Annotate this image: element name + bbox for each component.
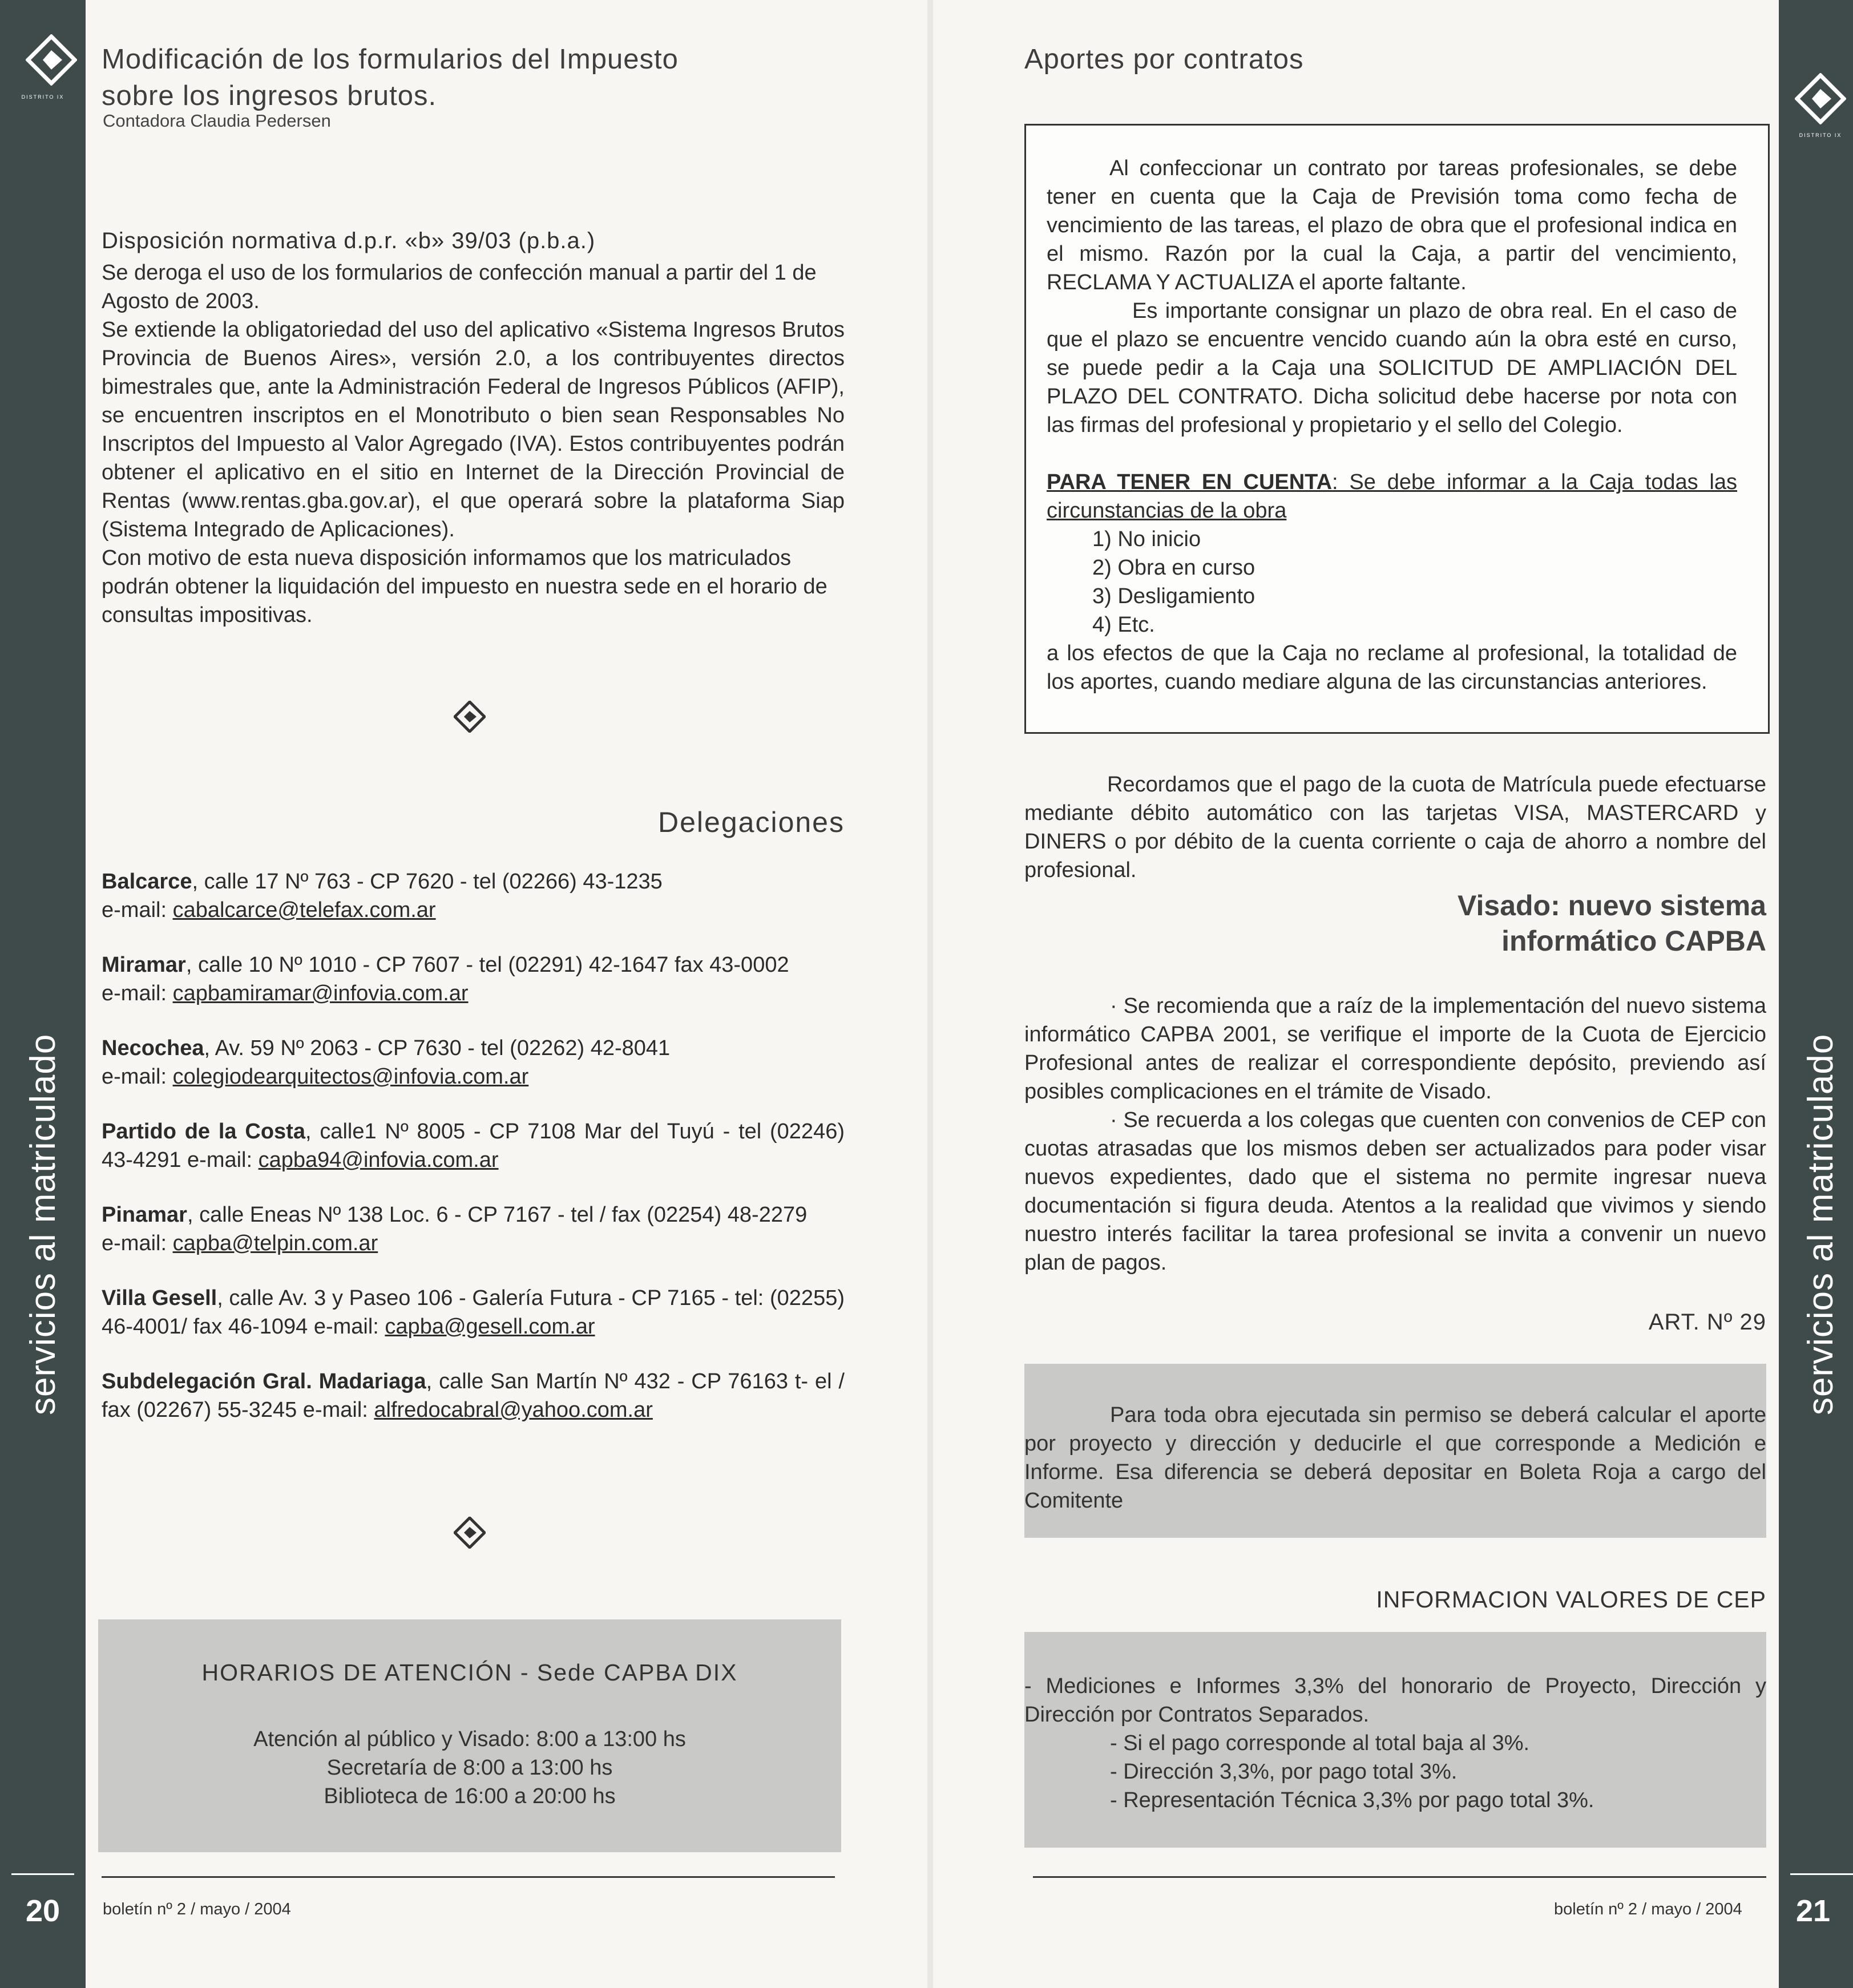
cep-line: - Representación Técnica 3,3% por pago total 3%. — [1110, 1788, 1594, 1812]
cep-line: - Mediciones e Informes 3,3% del honorario de Proyecto, Dirección y Dirección por Contratos Separados. — [1024, 1674, 1766, 1727]
delegacion-email-link[interactable]: alfredocabral@yahoo.com.ar — [374, 1398, 653, 1422]
list-item: 2) Obra en curso — [1092, 556, 1255, 580]
footer-rule — [1033, 1876, 1766, 1878]
cep-box — [1024, 1632, 1766, 1848]
delegacion-item — [102, 951, 845, 1008]
delegaciones-list — [102, 867, 845, 1450]
capba-logo-icon — [26, 34, 77, 86]
footer-text: boletín nº 2 / mayo / 2004 — [103, 1900, 291, 1918]
visado-heading — [1367, 888, 1766, 959]
delegacion-email-link[interactable]: capba94@infovia.com.ar — [258, 1148, 499, 1172]
delegacion-item — [102, 1201, 845, 1258]
aportes-paragraph: a los efectos de que la Caja no reclame al profesional, la totalidad de los aportes, cuando mediare alguna de las circunstancias anteriores. — [1047, 641, 1737, 694]
art29-heading: ART. Nº 29 — [1648, 1310, 1766, 1335]
delegaciones-heading: Delegaciones — [658, 806, 845, 838]
visado-heading-line: Visado: nuevo sistema — [1458, 890, 1766, 922]
cep-line: - Si el pago corresponde al total baja al 3%. — [1110, 1731, 1530, 1755]
article-paragraph: Se extiende la obligatoriedad del uso del aplicativo «Sistema Ingresos Brutos Provincia de Buenos Aires», versión 2.0, a los contribuyentes directos bimestrales que, ante la Administración Federal de Ingresos Públicos (AFIP), se encuentren inscriptos en el Monotributo o bien sean Responsables No Inscriptos del Impuesto al Valor Agregado (IVA). Estos contribuyentes podrán obtener el aplicativo en el sitio en Internet de la Dirección Provincial de Rentas (www.rentas.gba.gov.ar), el que operará sobre la plataforma Siap (Sistema Integrado de Aplicaciones). — [102, 318, 845, 542]
footer-text: boletín nº 2 / mayo / 2004 — [1554, 1900, 1742, 1918]
sidebar-divider — [1790, 1873, 1853, 1875]
delegacion-item — [102, 1034, 845, 1091]
list-item: 4) Etc. — [1092, 613, 1155, 637]
article-subtitle: Disposición normativa d.p.r. «b» 39/03 (p.b.a.) — [102, 228, 596, 253]
delegacion-item — [102, 1117, 845, 1174]
capba-logo-icon — [1795, 73, 1846, 124]
ornament-icon — [454, 701, 486, 733]
article-body — [102, 258, 845, 629]
page-number: 20 — [26, 1894, 60, 1928]
ornament-icon — [454, 1517, 486, 1549]
email-label: e-mail: — [102, 1231, 173, 1255]
right-page — [933, 0, 1853, 1988]
sidebar-divider — [11, 1873, 74, 1875]
article-title-line2: sobre los ingresos brutos. — [102, 80, 437, 111]
delegacion-item — [102, 1284, 845, 1341]
email-label: e-mail: — [102, 981, 173, 1005]
footer-rule — [102, 1876, 835, 1878]
visado-paragraph: · Se recomienda que a raíz de la implementación del nuevo sistema informático CAPBA 2001, se verifique el importe de la Cuota de Ejercicio Profesional antes de realizar el correspondiente depósito, previendo así posibles complicaciones en el trámite de Visado. — [1024, 994, 1766, 1104]
delegacion-address: , calle 17 Nº 763 - CP 7620 - tel (02266) 43-1235 — [192, 870, 663, 894]
article-title — [102, 41, 843, 114]
delegacion-name: Villa Gesell — [102, 1286, 217, 1310]
delegacion-email-link[interactable]: cabalcarce@telefax.com.ar — [172, 898, 436, 922]
horario-line: Secretaría de 8:00 a 13:00 hs — [326, 1756, 613, 1780]
email-label: e-mail: — [181, 1148, 259, 1172]
delegacion-item — [102, 867, 845, 924]
delegacion-address: , calle Av. 3 y Paseo 106 - Galería Futura - CP 7165 - tel: (02255) 46-4001/ fax 46-1094 — [102, 1286, 845, 1339]
logo-caption: DISTRITO IX — [21, 94, 64, 100]
article-paragraph: Se deroga el uso de los formularios de confección manual a partir del 1 de Agosto de 2003. — [102, 261, 817, 313]
horarios-lines — [98, 1725, 841, 1811]
aportes-note — [1047, 468, 1737, 525]
cep-line: - Dirección 3,3%, por pago total 3%. — [1110, 1760, 1458, 1784]
visado-heading-line: informático CAPBA — [1501, 925, 1766, 957]
article-title-line1: Modificación de los formularios del Impuesto — [102, 44, 679, 75]
delegacion-item — [102, 1367, 845, 1424]
sidebar-section-label: servicios al matriculado — [1801, 1033, 1840, 1415]
delegacion-address: , calle1 Nº 8005 - CP 7108 Mar del Tuyú - tel (02246) 43-4291 — [102, 1120, 845, 1172]
note-text: : Se debe informar a la Caja todas las circunstancias de la obra — [1047, 470, 1738, 523]
delegacion-name: Miramar — [102, 953, 186, 977]
visado-paragraph: · Se recuerda a los colegas que cuenten con convenios de CEP con cuotas atrasadas que los mismos deben ser actualizados para poder visar nuevos expedientes, dado que el sistema no permite ingresar nueva documentación si figura deuda. Atentos a la realidad que vivimos y siendo nuestro interés facilitar la tarea profesional se invita a convenir un nuevo plan de pagos. — [1024, 1108, 1766, 1275]
article-paragraph: Con motivo de esta nueva disposición informamos que los matriculados podrán obtener la liquidación del impuesto en nuestra sede en el horario de consultas impositivas. — [102, 546, 827, 627]
logo-caption: DISTRITO IX — [1799, 132, 1842, 138]
aportes-paragraph: Es importante consignar un plazo de obra real. En el caso de que el plazo se encuentre vencido cuando aún la obra esté en curso, se puede pedir a la Caja una SOLICITUD DE AMPLIACIÓN DEL PLAZO DEL CONTRATO. Dicha solicitud debe hacerse por nota con las firmas del profesional y propietario y el sello del Colegio. — [1047, 299, 1737, 437]
list-item: 3) Desligamiento — [1092, 584, 1255, 608]
aportes-paragraph: Al confeccionar un contrato por tareas profesionales, se debe tener en cuenta que la Caja de Previsión toma como fecha de vencimiento de las tareas, el plazo de obra que el profesional indica en el mismo. Razón por la cual la Caja, a partir del vencimiento, RECLAMA Y ACTUALIZA el aporte faltante. — [1047, 156, 1737, 294]
horario-line: Biblioteca de 16:00 a 20:00 hs — [324, 1784, 616, 1808]
article-author: Contadora Claudia Pedersen — [103, 111, 331, 131]
email-label: e-mail: — [102, 898, 173, 922]
delegacion-email-link[interactable]: colegiodearquitectos@infovia.com.ar — [172, 1065, 529, 1089]
delegacion-address: , calle 10 Nº 1010 - CP 7607 - tel (02291) 42-1647 fax 43-0002 — [185, 953, 789, 977]
email-label: e-mail: — [102, 1065, 173, 1089]
matricula-paragraph: Recordamos que el pago de la cuota de Matrícula puede efectuarse mediante débito automático con las tarjetas VISA, MASTERCARD y DINERS o por débito de la cuenta corriente o caja de ahorro a nombre del profesional. — [1024, 773, 1766, 882]
horarios-heading: HORARIOS DE ATENCIÓN - Sede CAPBA DIX — [201, 1659, 738, 1686]
art29-box — [1024, 1364, 1766, 1538]
right-sidebar — [1779, 0, 1853, 1988]
delegacion-email-link[interactable]: capbamiramar@infovia.com.ar — [172, 981, 469, 1005]
delegacion-name: Subdelegación Gral. Madariaga — [102, 1369, 426, 1393]
page-number: 21 — [1796, 1894, 1831, 1928]
list-item: 1) No inicio — [1092, 527, 1201, 551]
delegacion-name: Balcarce — [102, 870, 192, 894]
delegacion-address: , calle Eneas Nº 138 Loc. 6 - CP 7167 - tel / fax (02254) 48-2279 — [187, 1203, 808, 1227]
aportes-heading: Aportes por contratos — [1024, 44, 1304, 75]
horarios-box — [98, 1619, 841, 1852]
sidebar-section-label: servicios al matriculado — [23, 1033, 63, 1415]
delegacion-email-link[interactable]: capba@telpin.com.ar — [172, 1231, 378, 1255]
visado-body — [1024, 992, 1766, 1277]
delegacion-name: Pinamar — [102, 1203, 187, 1227]
aportes-box — [1024, 124, 1770, 734]
cep-text — [1024, 1672, 1766, 1815]
delegacion-address: , Av. 59 Nº 2063 - CP 7630 - tel (02262) 42-8041 — [204, 1036, 671, 1060]
left-sidebar — [0, 0, 86, 1988]
note-label: PARA TENER EN CUENTA — [1047, 470, 1333, 494]
delegacion-name: Necochea — [102, 1036, 204, 1060]
delegacion-name: Partido de la Costa — [102, 1120, 305, 1143]
email-label: e-mail: — [297, 1398, 374, 1422]
aportes-content — [1047, 154, 1737, 696]
art29-text: Para toda obra ejecutada sin permiso se deberá calcular el aporte por proyecto y dirección y deducirle el que corresponde a Medición e Informe. Esa diferencia se deberá depositar en Boleta Roja a cargo del Comitente — [1024, 1403, 1766, 1513]
delegacion-email-link[interactable]: capba@gesell.com.ar — [385, 1315, 595, 1339]
cep-heading: INFORMACION VALORES DE CEP — [1376, 1586, 1766, 1613]
horario-line: Atención al público y Visado: 8:00 a 13:00 hs — [253, 1727, 686, 1751]
delegacion-address: , calle San Martín Nº 432 - CP 76163 t- el / fax (02267) 55-3245 — [102, 1369, 845, 1422]
email-label: e-mail: — [308, 1315, 385, 1339]
circumstances-list — [1047, 525, 1737, 639]
